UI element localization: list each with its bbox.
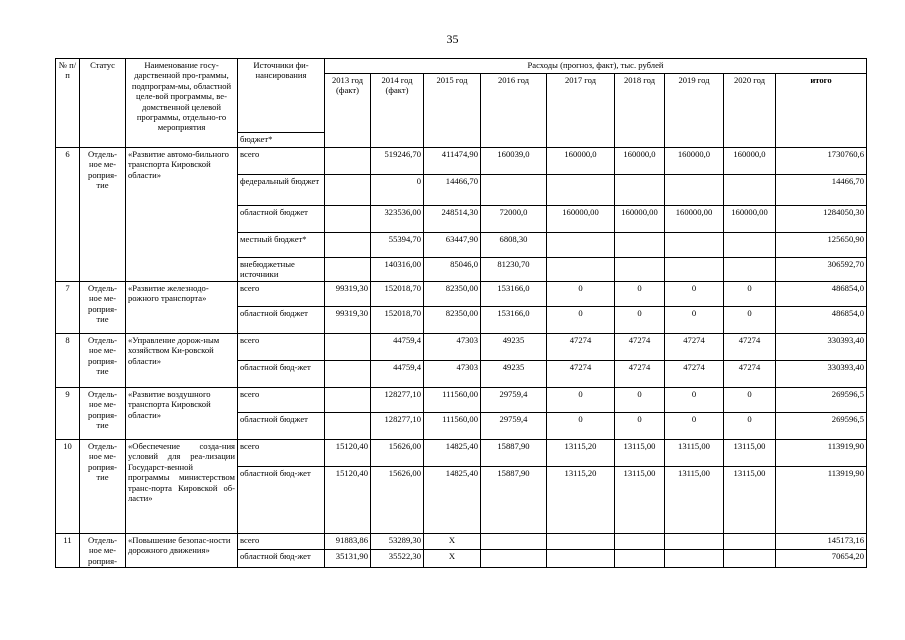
value-cell xyxy=(665,233,724,258)
funding-source: всего xyxy=(238,282,325,307)
value-cell: X xyxy=(424,534,481,550)
value-cell: 47274 xyxy=(724,334,776,361)
row-number: 6 xyxy=(56,148,80,282)
row-status: Отдель-ное ме-роприя- xyxy=(80,534,126,568)
value-cell: 91883,86 xyxy=(325,534,371,550)
value-cell: 47274 xyxy=(547,361,615,388)
table-body xyxy=(56,59,867,568)
funding-source: федеральный бюджет xyxy=(238,175,325,206)
value-cell: 13115,00 xyxy=(665,467,724,534)
row-number: 11 xyxy=(56,534,80,568)
value-cell xyxy=(724,534,776,550)
value-cell: 323536,00 xyxy=(371,206,424,233)
funding-source: всего xyxy=(238,440,325,467)
value-cell: 99319,30 xyxy=(325,282,371,307)
value-cell: 0 xyxy=(665,413,724,440)
value-cell: 29759,4 xyxy=(481,388,547,413)
value-cell: 0 xyxy=(665,307,724,334)
value-cell: 128277,10 xyxy=(371,388,424,413)
value-cell xyxy=(724,258,776,282)
value-cell: 14825,40 xyxy=(424,467,481,534)
value-cell: 160039,0 xyxy=(481,148,547,175)
funding-source: всего xyxy=(238,534,325,550)
value-cell: 306592,70 xyxy=(776,258,867,282)
value-cell: 15626,00 xyxy=(371,467,424,534)
value-cell xyxy=(615,550,665,568)
header-year-2016: 2016 год xyxy=(481,74,547,148)
value-cell: 0 xyxy=(547,307,615,334)
table-row xyxy=(56,388,867,413)
value-cell xyxy=(547,233,615,258)
row-number: 9 xyxy=(56,388,80,440)
value-cell: 15887,90 xyxy=(481,467,547,534)
value-cell: 63447,90 xyxy=(424,233,481,258)
value-cell xyxy=(481,175,547,206)
value-cell: 0 xyxy=(547,282,615,307)
table-row xyxy=(56,334,867,361)
value-cell xyxy=(547,534,615,550)
value-cell xyxy=(724,550,776,568)
value-cell: 269596,5 xyxy=(776,413,867,440)
funding-source: областной бюджет xyxy=(238,413,325,440)
value-cell xyxy=(665,175,724,206)
value-cell: 111560,00 xyxy=(424,388,481,413)
value-cell: 160000,00 xyxy=(615,206,665,233)
value-cell: 44759,4 xyxy=(371,361,424,388)
value-cell xyxy=(665,550,724,568)
value-cell: 160000,00 xyxy=(547,206,615,233)
value-cell: 1730760,6 xyxy=(776,148,867,175)
value-cell: 0 xyxy=(615,282,665,307)
value-cell: 125650,90 xyxy=(776,233,867,258)
value-cell: 411474,90 xyxy=(424,148,481,175)
value-cell: 47274 xyxy=(547,334,615,361)
header-year-2013: 2013 год (факт) xyxy=(325,74,371,148)
header-cont-source: бюджет* xyxy=(238,133,325,148)
table-row xyxy=(56,282,867,307)
header-year-2018: 2018 год xyxy=(615,74,665,148)
value-cell: 128277,10 xyxy=(371,413,424,440)
table-row xyxy=(56,534,867,550)
funding-source: всего xyxy=(238,148,325,175)
value-cell xyxy=(325,361,371,388)
page-number: 35 xyxy=(446,32,459,46)
value-cell xyxy=(481,534,547,550)
funding-source: всего xyxy=(238,388,325,413)
row-measure-name: «Обеспечение созда-ния условий для реа-лизации Государст-венной программы министерством транс-порта Кировской об-ласти» xyxy=(126,440,238,534)
value-cell: 99319,30 xyxy=(325,307,371,334)
value-cell: 0 xyxy=(665,388,724,413)
row-status: Отдель-ное ме-роприя-тие xyxy=(80,282,126,334)
value-cell: 49235 xyxy=(481,361,547,388)
value-cell xyxy=(325,233,371,258)
value-cell: 14825,40 xyxy=(424,440,481,467)
value-cell xyxy=(615,175,665,206)
funding-source: областной бюд-жет xyxy=(238,467,325,534)
value-cell: 0 xyxy=(615,388,665,413)
value-cell: 14466,70 xyxy=(776,175,867,206)
value-cell: 29759,4 xyxy=(481,413,547,440)
row-status: Отдель-ное ме-роприя-тие xyxy=(80,388,126,440)
value-cell: 330393,40 xyxy=(776,334,867,361)
value-cell: 49235 xyxy=(481,334,547,361)
value-cell: 35131,90 xyxy=(325,550,371,568)
value-cell: 47303 xyxy=(424,361,481,388)
value-cell xyxy=(325,206,371,233)
header-year-2019: 2019 год xyxy=(665,74,724,148)
value-cell: 6808,30 xyxy=(481,233,547,258)
value-cell xyxy=(547,175,615,206)
value-cell: 152018,70 xyxy=(371,307,424,334)
value-cell: 519246,70 xyxy=(371,148,424,175)
value-cell: 14466,70 xyxy=(424,175,481,206)
value-cell: 0 xyxy=(724,282,776,307)
value-cell: 0 xyxy=(724,413,776,440)
header-num: № п/п xyxy=(56,59,80,148)
header-name: Наименование госу-дарственной про-граммы, подпрограм-мы, областной целе-вой программы, ве-домственной целевой программы, отдельно-го мероприятия xyxy=(126,59,238,148)
row-status: Отдель-ное ме-роприя-тие xyxy=(80,334,126,388)
value-cell: 248514,30 xyxy=(424,206,481,233)
value-cell: 53289,30 xyxy=(371,534,424,550)
value-cell: 15120,40 xyxy=(325,467,371,534)
budget-table xyxy=(55,58,867,568)
value-cell: 15626,00 xyxy=(371,440,424,467)
header-expenses: Расходы (прогноз, факт), тыс. рублей xyxy=(325,59,867,74)
funding-source: областной бюджет xyxy=(238,307,325,334)
value-cell: 0 xyxy=(724,388,776,413)
value-cell: 47303 xyxy=(424,334,481,361)
value-cell: 0 xyxy=(371,175,424,206)
value-cell xyxy=(615,258,665,282)
value-cell: 0 xyxy=(665,282,724,307)
value-cell: 330393,40 xyxy=(776,361,867,388)
value-cell: 152018,70 xyxy=(371,282,424,307)
header-year-2015: 2015 год xyxy=(424,74,481,148)
header-source: Источники фи-нансирования xyxy=(238,59,325,133)
funding-source: областной бюд-жет xyxy=(238,361,325,388)
value-cell xyxy=(325,413,371,440)
value-cell: 47274 xyxy=(665,334,724,361)
value-cell: 111560,00 xyxy=(424,413,481,440)
row-measure-name: «Развитие железнодо-рожного транспорта» xyxy=(126,282,238,334)
value-cell: 0 xyxy=(547,388,615,413)
value-cell xyxy=(325,175,371,206)
value-cell: 269596,5 xyxy=(776,388,867,413)
value-cell: 140316,00 xyxy=(371,258,424,282)
value-cell: 13115,00 xyxy=(665,440,724,467)
value-cell: 47274 xyxy=(615,361,665,388)
value-cell: 15887,90 xyxy=(481,440,547,467)
funding-source: местный бюджет* xyxy=(238,233,325,258)
value-cell: 160000,0 xyxy=(724,148,776,175)
value-cell: 13115,00 xyxy=(724,440,776,467)
value-cell: 0 xyxy=(615,413,665,440)
value-cell: 82350,00 xyxy=(424,282,481,307)
funding-source: внебюджетные источники xyxy=(238,258,325,282)
header-status: Статус xyxy=(80,59,126,148)
funding-source: областной бюджет xyxy=(238,206,325,233)
value-cell: 160000,0 xyxy=(547,148,615,175)
header-year-2017: 2017 год xyxy=(547,74,615,148)
value-cell: 145173,16 xyxy=(776,534,867,550)
value-cell: 70654,20 xyxy=(776,550,867,568)
value-cell: 153166,0 xyxy=(481,282,547,307)
value-cell: 160000,0 xyxy=(665,148,724,175)
value-cell: 486854,0 xyxy=(776,307,867,334)
value-cell: 160000,0 xyxy=(615,148,665,175)
value-cell: 113919,90 xyxy=(776,440,867,467)
row-measure-name: «Управление дорож-ным хозяйством Ки-ровской области» xyxy=(126,334,238,388)
value-cell xyxy=(547,550,615,568)
value-cell: 13115,20 xyxy=(547,440,615,467)
header-year-2014: 2014 год (факт) xyxy=(371,74,424,148)
funding-source: всего xyxy=(238,334,325,361)
funding-source: областной бюд-жет xyxy=(238,550,325,568)
value-cell: 160000,00 xyxy=(724,206,776,233)
row-status: Отдель-ное ме-роприя-тие xyxy=(80,440,126,534)
value-cell xyxy=(724,233,776,258)
value-cell: 44759,4 xyxy=(371,334,424,361)
row-status: Отдель-ное ме-роприя-тие xyxy=(80,148,126,282)
value-cell: 35522,30 xyxy=(371,550,424,568)
value-cell: 0 xyxy=(724,307,776,334)
value-cell xyxy=(325,148,371,175)
value-cell: 153166,0 xyxy=(481,307,547,334)
value-cell: 82350,00 xyxy=(424,307,481,334)
row-measure-name: «Развитие воздушного транспорта Кировской области» xyxy=(126,388,238,440)
value-cell: 0 xyxy=(547,413,615,440)
row-number: 8 xyxy=(56,334,80,388)
header-year-2020: 2020 год xyxy=(724,74,776,148)
value-cell xyxy=(665,534,724,550)
value-cell: 85046,0 xyxy=(424,258,481,282)
value-cell: 113919,90 xyxy=(776,467,867,534)
value-cell: 13115,00 xyxy=(615,440,665,467)
value-cell: 55394,70 xyxy=(371,233,424,258)
value-cell xyxy=(325,388,371,413)
value-cell: 81230,70 xyxy=(481,258,547,282)
table-row xyxy=(56,440,867,467)
row-measure-name: «Развитие автомо-бильного транспорта Кировской области» xyxy=(126,148,238,282)
value-cell: 47274 xyxy=(665,361,724,388)
header-total: итого xyxy=(776,74,867,148)
value-cell xyxy=(325,258,371,282)
table-row xyxy=(56,148,867,175)
value-cell xyxy=(481,550,547,568)
row-number: 10 xyxy=(56,440,80,534)
value-cell: 486854,0 xyxy=(776,282,867,307)
value-cell: 1284050,30 xyxy=(776,206,867,233)
value-cell xyxy=(547,258,615,282)
value-cell: 15120,40 xyxy=(325,440,371,467)
value-cell: 47274 xyxy=(724,361,776,388)
value-cell xyxy=(325,334,371,361)
value-cell: 160000,00 xyxy=(665,206,724,233)
value-cell xyxy=(615,534,665,550)
value-cell xyxy=(615,233,665,258)
value-cell: 13115,20 xyxy=(547,467,615,534)
row-number: 7 xyxy=(56,282,80,334)
value-cell: X xyxy=(424,550,481,568)
value-cell xyxy=(665,258,724,282)
row-measure-name: «Повышение безопас-ности дорожного движения» xyxy=(126,534,238,568)
value-cell: 0 xyxy=(615,307,665,334)
header-row xyxy=(56,59,867,74)
value-cell: 72000,0 xyxy=(481,206,547,233)
value-cell xyxy=(724,175,776,206)
value-cell: 13115,00 xyxy=(615,467,665,534)
value-cell: 13115,00 xyxy=(724,467,776,534)
value-cell: 47274 xyxy=(615,334,665,361)
